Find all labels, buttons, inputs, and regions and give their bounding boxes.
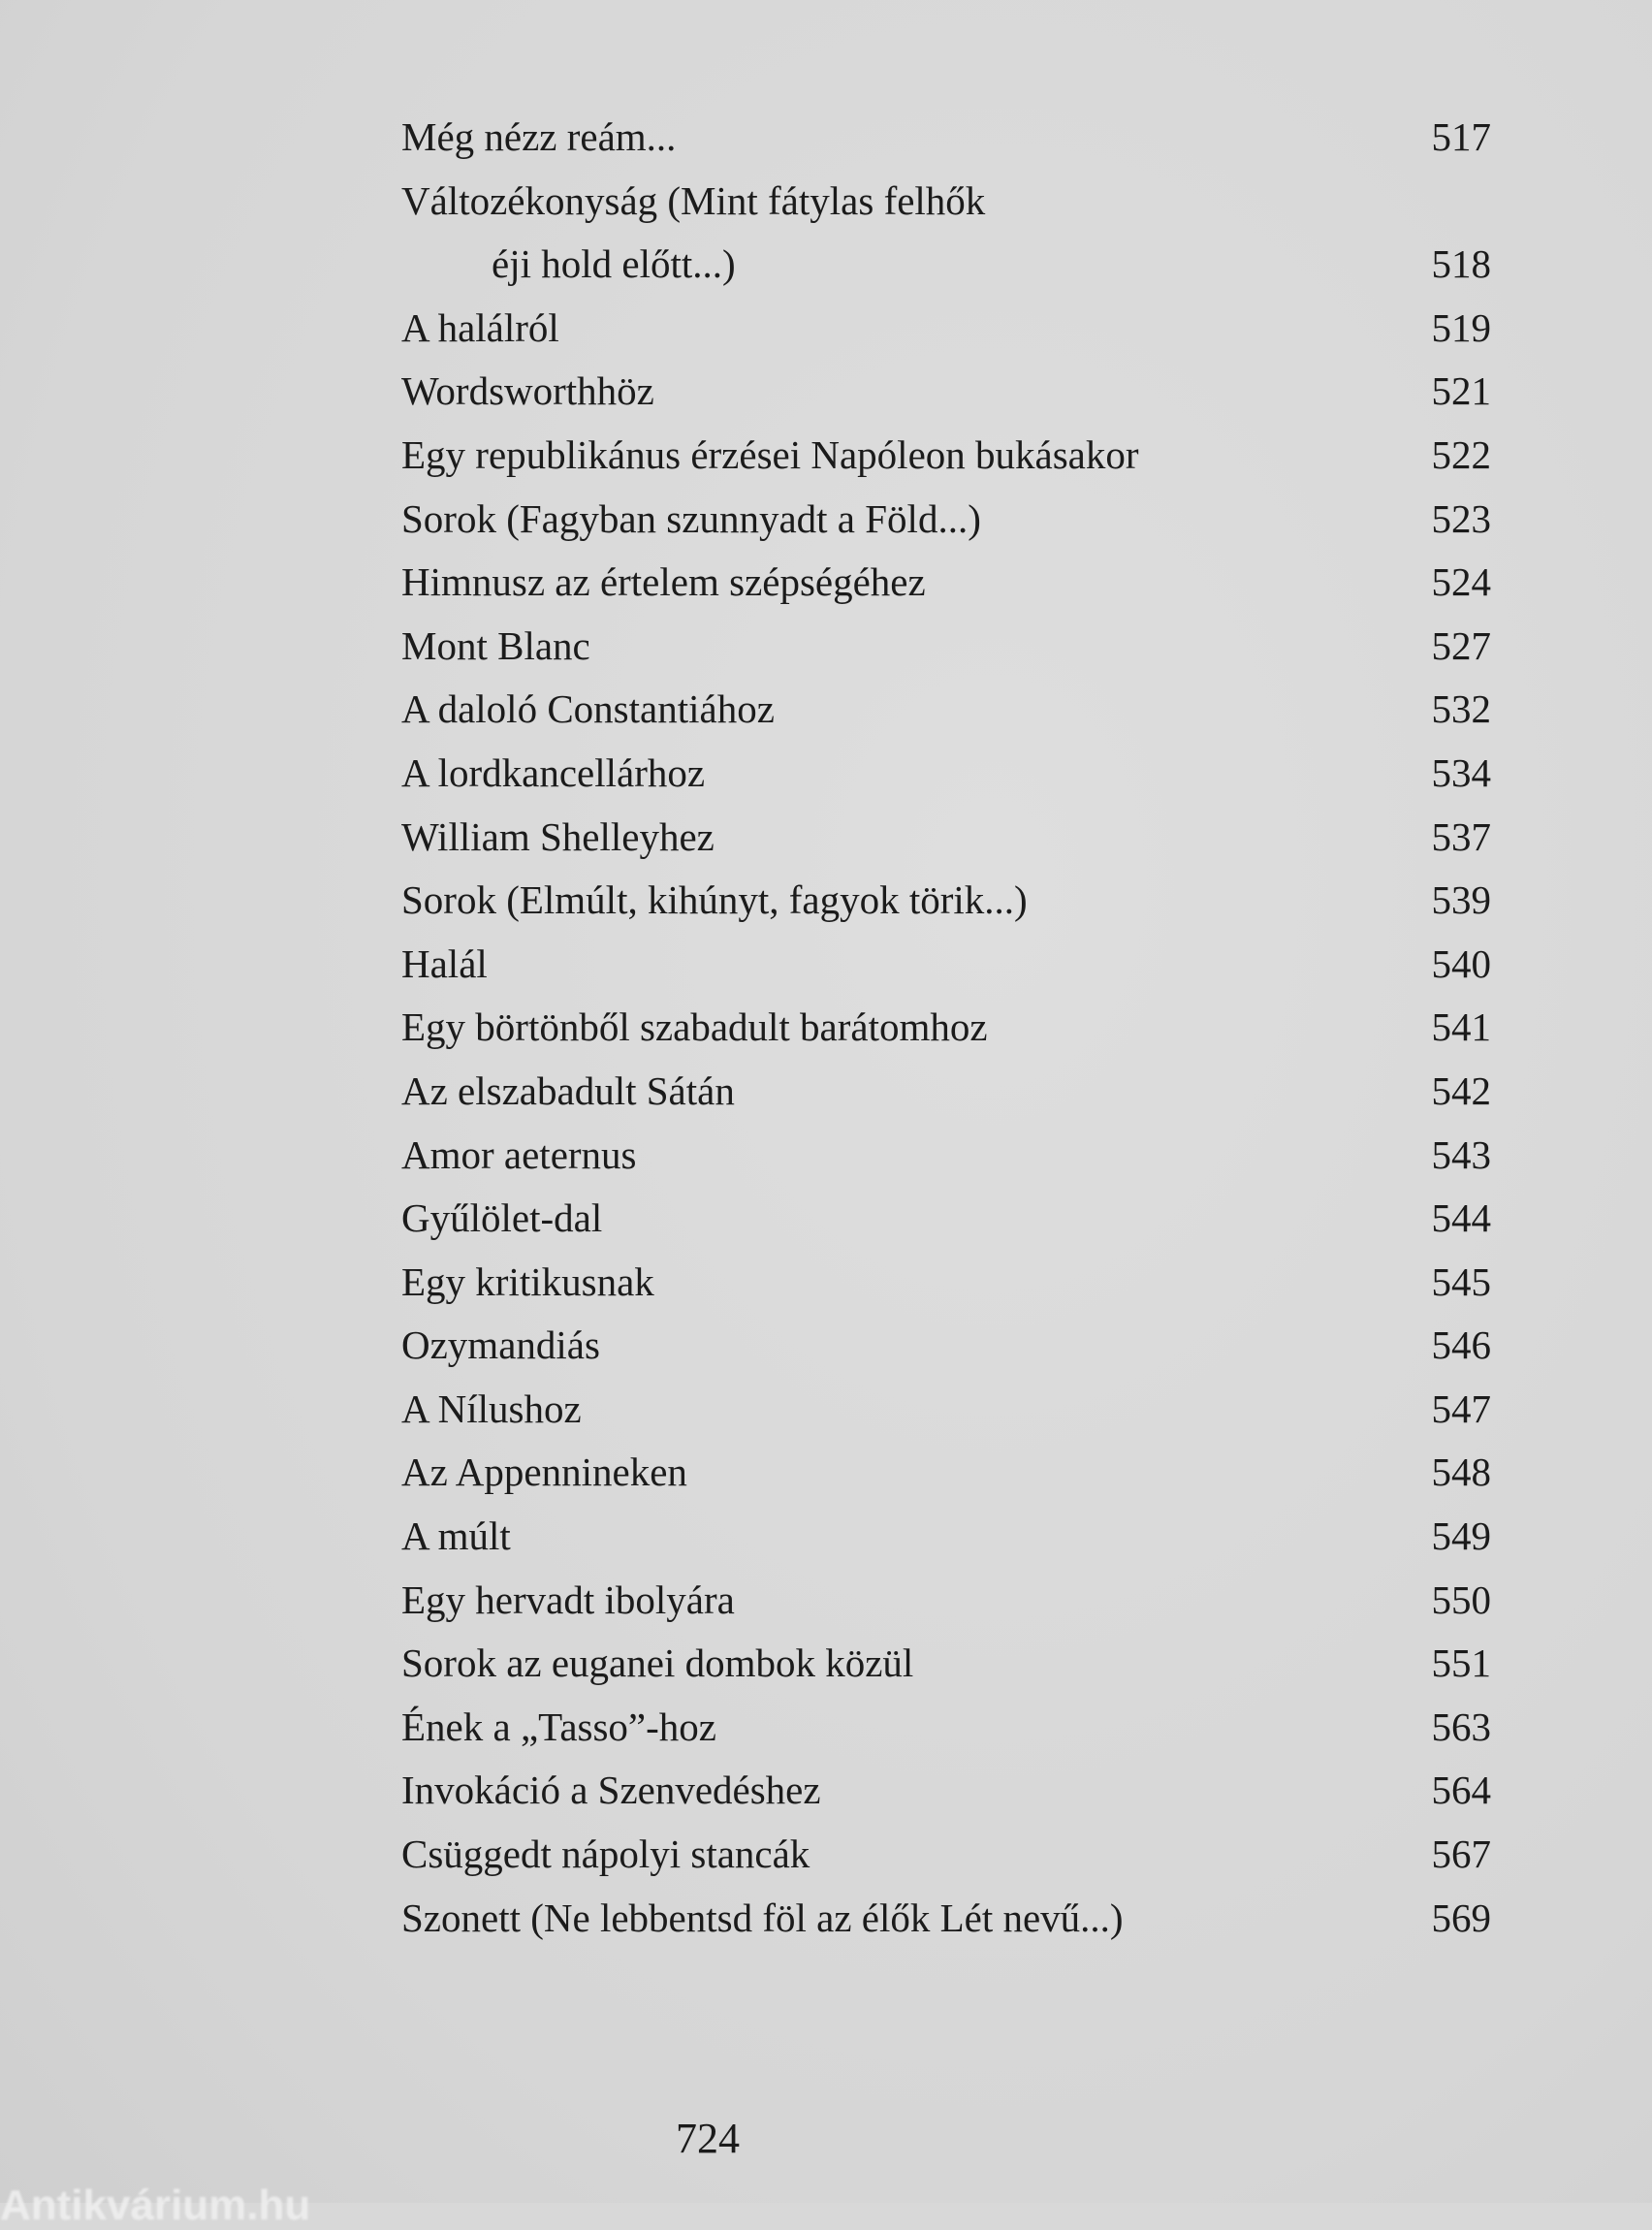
toc-entry-page: 542 — [1431, 1067, 1491, 1113]
toc-entry — [401, 869, 1491, 933]
toc-entry-page: 523 — [1431, 495, 1491, 541]
entry-title-text: Az elszabadult Sátán — [401, 1067, 735, 1113]
toc-entry-page: 524 — [1431, 559, 1491, 605]
toc-entry-title — [401, 1505, 511, 1569]
toc-entry-title — [401, 360, 654, 424]
entry-title-text: William Shelleyhez — [401, 813, 715, 859]
toc-entry-title — [401, 996, 988, 1060]
toc-entry-page: 519 — [1431, 304, 1491, 350]
entry-title-text: Halál — [401, 940, 488, 986]
entry-title-text: Sorok az euganei dombok közül — [401, 1641, 914, 1686]
toc-entry — [401, 1124, 1491, 1188]
entry-title-text: Egy kritikusnak — [401, 1258, 654, 1304]
toc-entry — [401, 1823, 1491, 1887]
toc-entry-page: 544 — [1431, 1195, 1491, 1241]
toc-entry — [401, 1251, 1491, 1315]
toc-entry — [401, 1314, 1491, 1378]
toc-entry — [401, 297, 1491, 361]
entry-title-text: Ének a „Tasso”-hoz — [401, 1704, 716, 1749]
toc-entry-title — [401, 170, 985, 297]
toc-entry-title — [401, 1378, 582, 1442]
toc-entry-title — [401, 1759, 821, 1823]
entry-title-text: Ozymandiás — [401, 1322, 600, 1368]
toc-entry-title — [401, 488, 981, 552]
entry-title-continuation: éji hold előtt...) — [492, 241, 736, 287]
entry-title-text: Sorok (Fagyban szunnyadt a Föld...) — [401, 495, 981, 541]
toc-entry — [401, 1569, 1491, 1633]
toc-entry-title — [401, 551, 926, 615]
toc-entry-title — [401, 678, 775, 742]
toc-entry-title — [401, 742, 705, 806]
toc-entry-title — [401, 933, 488, 997]
toc-entry — [401, 1759, 1491, 1823]
toc-entry-page: 551 — [1431, 1641, 1491, 1686]
toc-entry — [401, 996, 1491, 1060]
toc-entry-page: 546 — [1431, 1322, 1491, 1368]
toc-entry-page: 522 — [1431, 431, 1491, 477]
toc-entry-page: 543 — [1431, 1131, 1491, 1177]
entry-title-text: Gyűlölet-dal — [401, 1195, 603, 1241]
toc-entry — [401, 1187, 1491, 1251]
entry-title-text: Még nézz reám... — [401, 114, 677, 159]
entry-title-text: A Nílushoz — [401, 1386, 582, 1431]
entry-title-text: A halálról — [401, 304, 559, 350]
toc-entry-page: 518 — [1431, 241, 1491, 287]
toc-entry — [401, 170, 1491, 297]
toc-entry-page: 563 — [1431, 1704, 1491, 1749]
toc-entry — [401, 106, 1491, 170]
entry-title-text: Mont Blanc — [401, 622, 590, 668]
entry-title-text: Egy börtönből szabadult barátomhoz — [401, 1004, 988, 1050]
entry-title-text: Változékonyság (Mint fátylas felhők — [401, 177, 986, 223]
toc-entry-title — [401, 297, 559, 361]
toc-entry-title — [401, 1124, 637, 1188]
toc-entry — [401, 488, 1491, 552]
toc-entry-page: 569 — [1431, 1895, 1491, 1940]
toc-entry-title — [401, 1251, 654, 1315]
entry-title-text: A daloló Constantiához — [401, 686, 775, 732]
entry-title-text: Wordsworthhöz — [401, 368, 654, 414]
toc-entry — [401, 1505, 1491, 1569]
toc-entry-title — [401, 424, 1139, 488]
page-number: 724 — [676, 2115, 740, 2162]
toc-entry — [401, 1441, 1491, 1505]
toc-entry-page: 550 — [1431, 1577, 1491, 1622]
toc-entry — [401, 742, 1491, 806]
toc-entry-title — [401, 1696, 716, 1760]
toc-entry-page: 527 — [1431, 622, 1491, 668]
toc-entry-title — [401, 1823, 810, 1887]
toc-entry-title — [401, 1060, 735, 1124]
toc-entry-page: 564 — [1431, 1768, 1491, 1813]
toc-entry-title — [401, 1314, 600, 1378]
entry-title-text: Egy hervadt ibolyára — [401, 1577, 735, 1622]
entry-title-text: A lordkancellárhoz — [401, 749, 706, 795]
toc-entry-page: 541 — [1431, 1004, 1491, 1050]
toc-entry-title — [401, 1887, 1124, 1951]
toc-entry — [401, 1378, 1491, 1442]
toc-entry — [401, 1887, 1491, 1951]
toc-entry-title — [401, 1569, 735, 1633]
toc-entry — [401, 1696, 1491, 1760]
toc-entry-title — [401, 869, 1028, 933]
toc-entry — [401, 360, 1491, 424]
entry-title-text: Himnusz az értelem szépségéhez — [401, 559, 926, 605]
entry-title-text: A múlt — [401, 1513, 511, 1559]
entry-title-text: Egy republikánus érzései Napóleon bukásakor — [401, 431, 1139, 477]
toc-entry-page: 532 — [1431, 686, 1491, 732]
toc-entry — [401, 1060, 1491, 1124]
toc-entry — [401, 806, 1491, 870]
entry-title-text: Csüggedt nápolyi stancák — [401, 1832, 810, 1877]
toc-entry-page: 517 — [1431, 114, 1491, 159]
toc-entry — [401, 1632, 1491, 1696]
toc-entry-page: 537 — [1431, 813, 1491, 859]
toc-entry — [401, 551, 1491, 615]
toc-entry — [401, 424, 1491, 488]
toc-entry — [401, 678, 1491, 742]
toc-entry-title — [401, 1187, 602, 1251]
toc-entry-page: 539 — [1431, 877, 1491, 923]
toc-entry-page: 549 — [1431, 1513, 1491, 1559]
toc-entry-title — [401, 615, 590, 679]
toc-entry — [401, 933, 1491, 997]
toc-entry-page: 521 — [1431, 368, 1491, 414]
toc-entry-page: 567 — [1431, 1832, 1491, 1877]
entry-title-text: Az Appennineken — [401, 1450, 687, 1495]
toc-entry-page: 534 — [1431, 749, 1491, 795]
watermark: Antikvárium.hu — [0, 2182, 311, 2229]
toc-entry-page: 545 — [1431, 1258, 1491, 1304]
toc-entry-title — [401, 106, 676, 170]
entry-title-text: Invokáció a Szenvedéshez — [401, 1768, 821, 1813]
toc-entry-page: 548 — [1431, 1450, 1491, 1495]
toc-entry — [401, 615, 1491, 679]
toc-entry-page: 540 — [1431, 940, 1491, 986]
entry-title-text: Szonett (Ne lebbentsd föl az élők Lét nevű...) — [401, 1895, 1124, 1940]
table-of-contents — [401, 106, 1491, 1950]
toc-entry-title — [401, 1441, 687, 1505]
entry-title-text: Sorok (Elmúlt, kihúnyt, fagyok törik...) — [401, 877, 1028, 923]
toc-entry-title — [401, 1632, 913, 1696]
toc-entry-page: 547 — [1431, 1386, 1491, 1431]
entry-title-text: Amor aeternus — [401, 1131, 637, 1177]
toc-entry-title — [401, 806, 715, 870]
